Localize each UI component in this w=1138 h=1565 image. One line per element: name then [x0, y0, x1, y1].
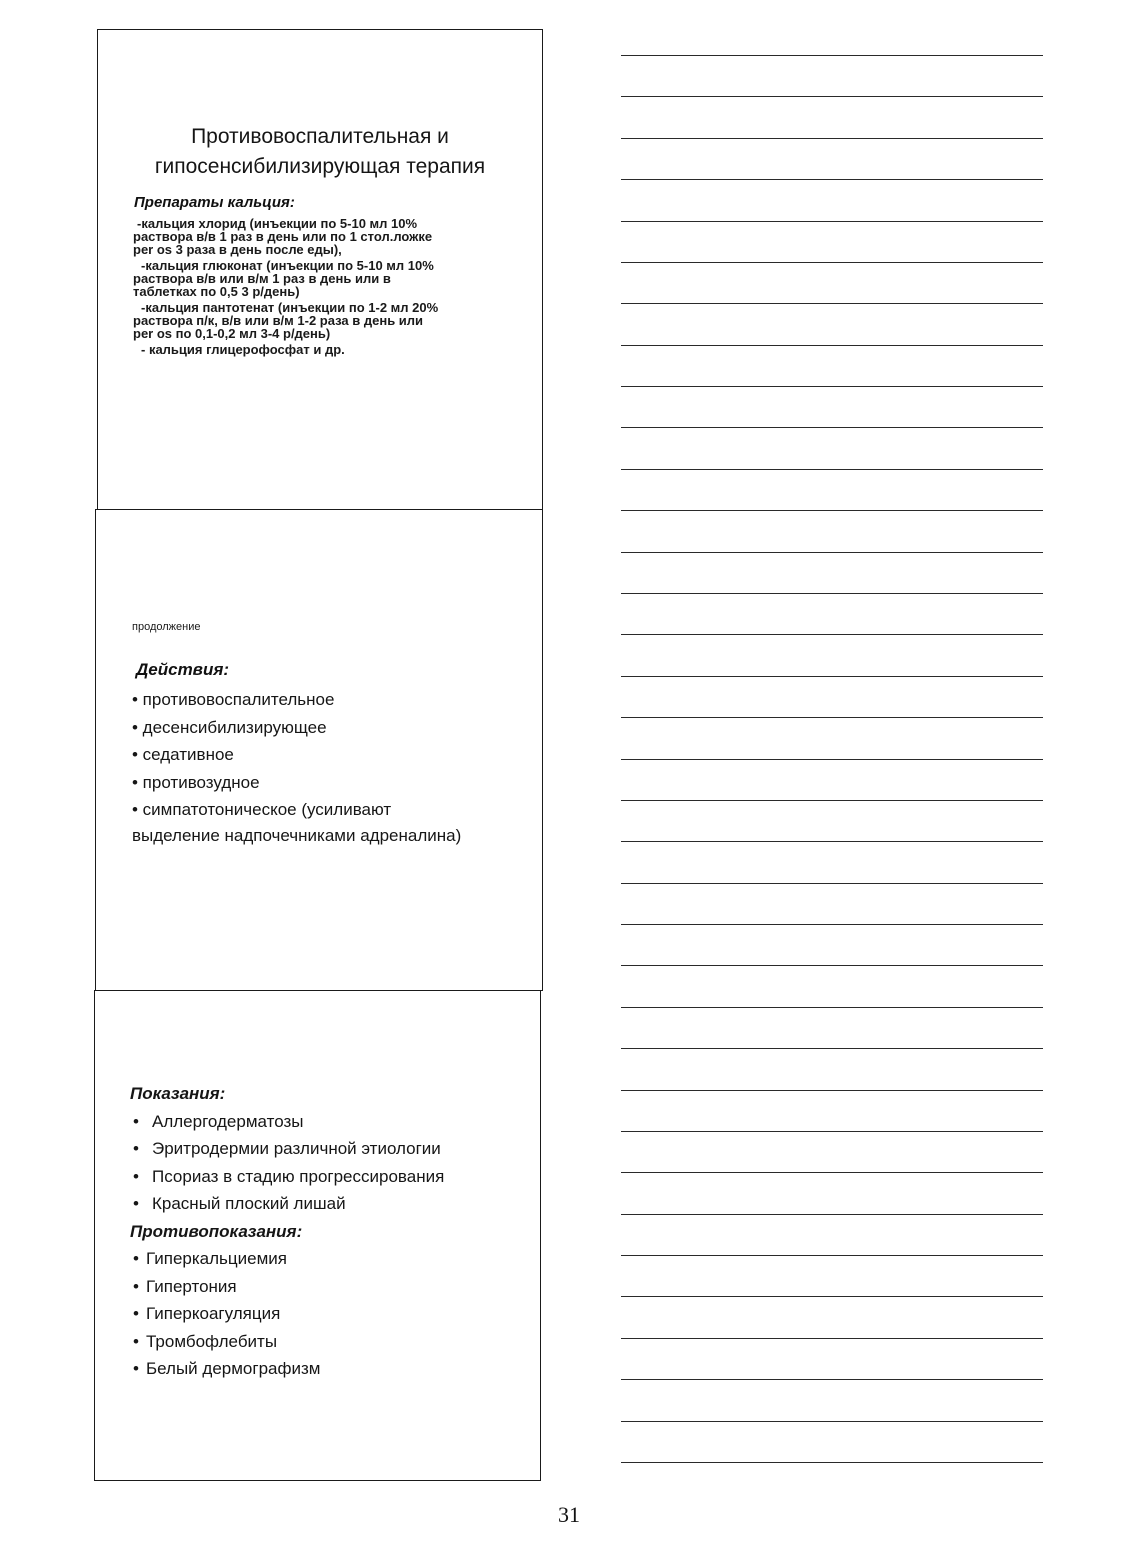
contraindication-item	[130, 1273, 530, 1301]
calcium-line: -кальция хлорид (инъекции по 5-10 мл 10%	[137, 216, 418, 231]
calcium-line: раствора п/к, в/в или в/м 1-2 раза в день или	[133, 313, 424, 328]
indication-text: Псориаз в стадию прогрессирования	[152, 1166, 445, 1186]
contraindication-item	[130, 1355, 530, 1383]
note-line	[621, 262, 1043, 263]
contraindication-item	[130, 1245, 530, 1273]
slide-1-title	[108, 122, 532, 182]
calcium-line: раствора в/в 1 раз в день или по 1 стол.ложке	[133, 229, 433, 244]
note-line	[621, 510, 1043, 511]
note-line	[621, 1131, 1043, 1132]
slide-2	[95, 509, 543, 991]
action-item: • противозудное	[132, 772, 260, 792]
note-line	[621, 345, 1043, 346]
actions-list	[132, 686, 532, 848]
calcium-line: -кальция пантотенат (инъекции по 1-2 мл 20%	[141, 300, 439, 315]
note-line	[621, 386, 1043, 387]
slide-3	[94, 990, 541, 1481]
note-line	[621, 138, 1043, 139]
note-line	[621, 1048, 1043, 1049]
note-line	[621, 1214, 1043, 1215]
bullet: •	[133, 1331, 139, 1351]
bullet: •	[133, 1194, 139, 1213]
note-line	[621, 717, 1043, 718]
note-line	[621, 1421, 1043, 1422]
bullet: •	[133, 1276, 139, 1296]
calcium-line: per os 3 раза в день после еды),	[133, 242, 342, 257]
action-item: • симпатотоническое (усиливают	[132, 800, 392, 819]
indication-item	[130, 1163, 530, 1191]
note-line	[621, 883, 1043, 884]
calcium-line: per os по 0,1-0,2 мл 3-4 р/день)	[133, 326, 331, 341]
indication-text: Эритродермии различной этиологии	[152, 1139, 441, 1158]
bullet: •	[133, 1139, 139, 1158]
note-line	[621, 427, 1043, 428]
indications-heading: Показания:	[130, 1084, 226, 1103]
note-line	[621, 676, 1043, 677]
contraindication-text: Белый дермографизм	[146, 1359, 321, 1378]
page-number: 31	[558, 1502, 580, 1527]
note-line	[621, 55, 1043, 56]
slide-1-title-line-2: гипосенсибилизирующая терапия	[154, 155, 486, 178]
note-line	[621, 1172, 1043, 1173]
note-line	[621, 179, 1043, 180]
actions-heading: Действия:	[136, 660, 230, 679]
note-line	[621, 469, 1043, 470]
note-line	[621, 1338, 1043, 1339]
note-line	[621, 593, 1043, 594]
bullet: •	[133, 1249, 139, 1268]
calcium-line: -кальция глюконат (инъекции по 5-10 мл 10%	[141, 258, 434, 273]
note-line	[621, 96, 1043, 97]
action-item-continuation: выделение надпочечниками адреналина)	[132, 825, 462, 845]
indication-text: Красный плоский лишай	[152, 1194, 346, 1213]
calcium-line: раствора в/в или в/м 1 раз в день или в	[133, 271, 391, 286]
indication-text: Аллергодерматозы	[152, 1111, 304, 1131]
calcium-preparations-heading: Препараты кальция:	[134, 194, 295, 211]
note-line	[621, 1255, 1043, 1256]
calcium-line: таблетках по 0,5 3 р/день)	[133, 284, 300, 299]
note-line	[621, 552, 1043, 553]
bullet: •	[133, 1359, 139, 1378]
action-item: • десенсибилизирующее	[132, 717, 327, 737]
note-line	[621, 303, 1043, 304]
contraindication-text: Гиперкоагуляция	[146, 1304, 281, 1323]
note-line	[621, 924, 1043, 925]
bullet: •	[133, 1166, 139, 1186]
action-item: • седативное	[132, 745, 234, 764]
indication-item	[130, 1135, 530, 1163]
bullet: •	[133, 1111, 139, 1131]
contraindication-item	[130, 1300, 530, 1328]
note-line	[621, 1379, 1043, 1380]
contraindication-text: Тромбофлебиты	[146, 1331, 278, 1351]
indications-block	[130, 1080, 530, 1383]
note-line	[621, 221, 1043, 222]
calcium-preparations-list	[133, 217, 505, 356]
contraindication-item	[130, 1328, 530, 1356]
note-line	[621, 800, 1043, 801]
note-line	[621, 965, 1043, 966]
note-line	[621, 841, 1043, 842]
calcium-line: - кальция глицерофосфат и др.	[141, 342, 345, 357]
note-line	[621, 1007, 1043, 1008]
indication-item	[130, 1108, 530, 1136]
continuation-label: продолжение	[132, 621, 201, 633]
action-item: • противовоспалительное	[132, 690, 335, 709]
indication-item	[130, 1190, 530, 1218]
slide-1-title-line-1: Противовоспалительная и	[191, 125, 449, 148]
note-line	[621, 634, 1043, 635]
note-line	[621, 759, 1043, 760]
note-line	[621, 1296, 1043, 1297]
contraindication-text: Гипертония	[146, 1276, 237, 1296]
bullet: •	[133, 1304, 139, 1323]
note-line	[621, 1462, 1043, 1463]
note-line	[621, 1090, 1043, 1091]
contraindication-text: Гиперкальциемия	[146, 1249, 287, 1268]
contraindications-heading: Противопоказания:	[130, 1221, 303, 1241]
slide-1	[97, 29, 543, 510]
